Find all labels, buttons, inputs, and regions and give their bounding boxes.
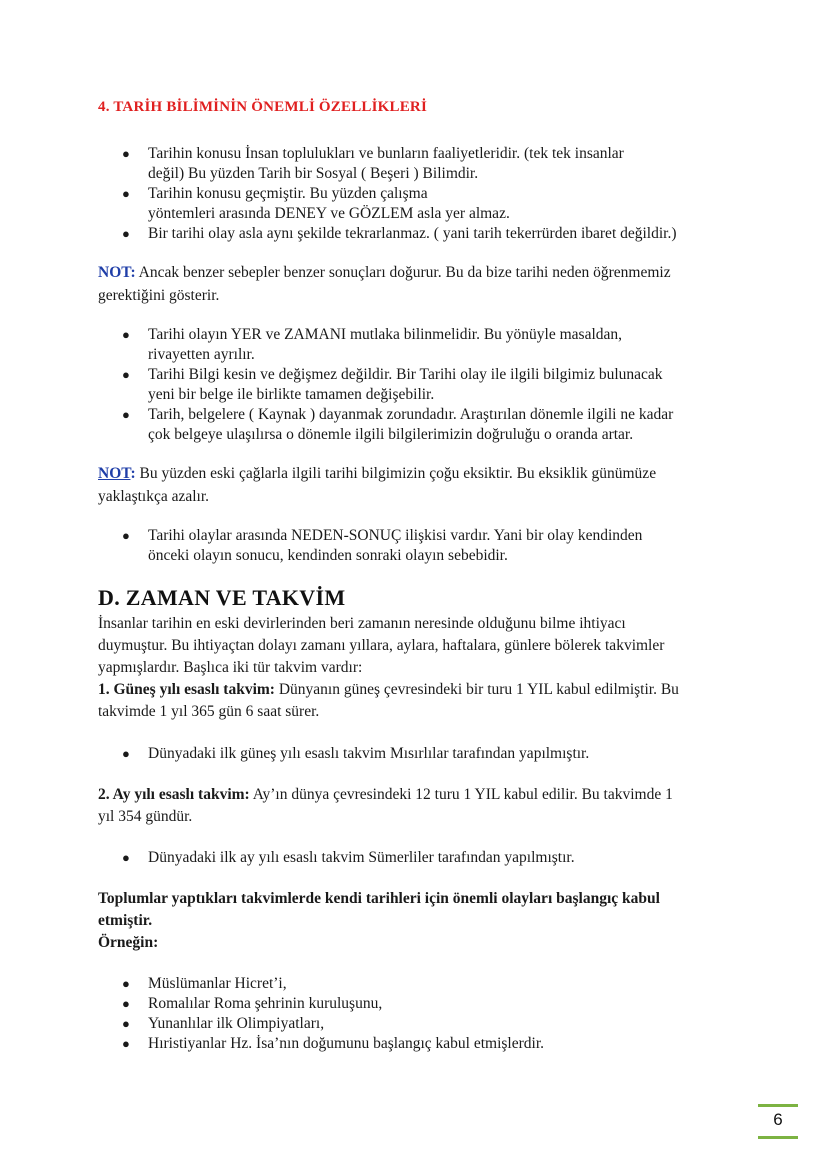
bullet-list-c [122, 526, 642, 566]
list-item: ● Tarihi Bilgi kesin ve değişmez değildir. Bir Tarihi olay ile ilgili bilgimiz bulunacak yeni bir belge ile birlikte tamamen değişebilir. [122, 366, 663, 403]
examples-list [122, 974, 544, 1054]
bullet-icon: ● [122, 528, 130, 543]
bullet-icon: ● [122, 850, 130, 865]
note-2: NOT: Bu yüzden eski çağlarla ilgili tarihi bilgimizin çoğu eksiktir. Bu eksiklik günümüze yaklaştıkça azalır. [98, 465, 657, 505]
page-number-top-rule [758, 1104, 798, 1107]
note-label: NOT [98, 465, 131, 482]
moon-bullet-list [122, 848, 575, 868]
intro-paragraph: İnsanlar tarihin en eski devirlerinden beri zamanın neresinde olduğunu bilme ihtiyacı duymuştur. Bu ihtiyaçtan dolayı zamanı yıllara, aylara, haftalara, günlere bölerek takvimler yapmışlardır. Başlıca iki tür takvim vardır: 1. Güneş yılı esaslı takvim: Dünyanın güneş çevresindeki bir turu 1 YIL kabul edilmiştir. Bu takvimde 1 yıl 365 gün 6 saat sürer. [98, 615, 679, 720]
bullet-icon: ● [122, 746, 130, 761]
page-number-box [758, 1104, 798, 1140]
list-item: ● Yunanlılar ilk Olimpiyatları, [122, 1015, 325, 1032]
list-item: ● Dünyadaki ilk güneş yılı esaslı takvim Mısırlılar tarafından yapılmıştır. [122, 745, 590, 762]
bold-statement: Toplumlar yaptıkları takvimlerde kendi tarihleri için önemli olayları başlangıç kabul etmiştir. Örneğin: [98, 888, 660, 954]
section-d-heading: D. ZAMAN VE TAKVİM [98, 585, 346, 610]
moon-calendar-label: 2. Ay yılı esaslı takvim: [98, 786, 250, 803]
list-item: ● Tarih, belgelere ( Kaynak ) dayanmak zorundadır. Araştırılan dönemle ilgili ne kadar çok belgeye ulaşılırsa o dönemle ilgili bilgilerimizin doğruluğu o oranda artar. [122, 406, 674, 443]
note-label: NOT: [98, 264, 136, 281]
list-item: ● Dünyadaki ilk ay yılı esaslı takvim Sümerliler tarafından yapılmıştır. [122, 849, 575, 866]
list-item: ● Tarihi olaylar arasında NEDEN-SONUÇ ilişkisi vardır. Yani bir olay kendinden önceki olayın sonucu, kendinden sonraki olayın sebebidir. [122, 527, 643, 564]
sun-calendar-label: 1. Güneş yılı esaslı takvim: [98, 681, 275, 698]
list-item: ● Romalılar Roma şehrinin kuruluşunu, [122, 995, 383, 1012]
bullet-icon: ● [122, 976, 130, 991]
list-item: ● Müslümanlar Hicret’i, [122, 975, 287, 992]
list-item: ● Bir tarihi olay asla aynı şekilde tekrarlanmaz. ( yani tarih tekerrürden ibaret değildir.) [122, 225, 677, 242]
bullet-icon: ● [122, 407, 130, 422]
note-1: NOT: Ancak benzer sebepler benzer sonuçları doğurur. Bu da bize tarihi neden öğrenmemiz gerektiğini gösterir. [98, 264, 671, 304]
bullet-icon: ● [122, 327, 130, 342]
bullet-list-a [122, 144, 677, 244]
page-number: 6 [773, 1110, 783, 1129]
list-item: ● Tarihi olayın YER ve ZAMANI mutlaka bilinmelidir. Bu yönüyle masaldan, rivayetten ayrılır. [122, 326, 623, 363]
list-item: ● Tarihin konusu geçmiştir. Bu yüzden çalışma yöntemleri arasında DENEY ve GÖZLEM asla yer almaz. [122, 185, 510, 222]
page-number-bottom-rule [758, 1136, 798, 1139]
bullet-icon: ● [122, 1036, 130, 1051]
example-label: Örneğin: [98, 934, 159, 951]
bullet-icon: ● [122, 1016, 130, 1031]
bullet-list-b [122, 325, 673, 445]
section-4-heading: 4. TARİH BİLİMİNİN ÖNEMLİ ÖZELLİKLERİ [98, 99, 427, 115]
sun-bullet-list [122, 744, 589, 764]
bullet-icon: ● [122, 186, 130, 201]
list-item: ● Tarihin konusu İnsan toplulukları ve bunların faaliyetleridir. (tek tek insanlar değil) Bu yüzden Tarih bir Sosyal ( Beşeri ) Bilimdir. [122, 145, 624, 182]
bullet-icon: ● [122, 226, 130, 241]
bullet-icon: ● [122, 996, 130, 1011]
list-item: ● Hıristiyanlar Hz. İsa’nın doğumunu başlangıç kabul etmişlerdir. [122, 1035, 545, 1052]
bullet-icon: ● [122, 367, 130, 382]
bullet-icon: ● [122, 146, 130, 161]
moon-paragraph: 2. Ay yılı esaslı takvim: Ay’ın dünya çevresindeki 12 turu 1 YIL kabul edilir. Bu takvimde 1 yıl 354 gündür. [98, 786, 673, 825]
